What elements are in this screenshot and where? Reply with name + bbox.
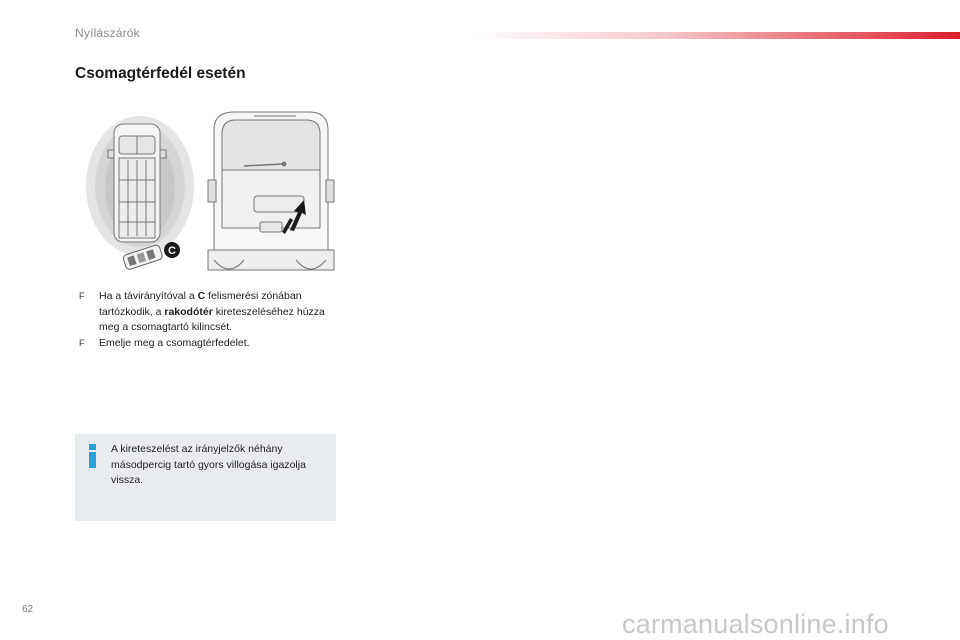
van-top-view-icon [108,124,166,242]
instruction-step [79,289,341,336]
step-text: felismerési zónában tartózkodik, a [99,290,302,318]
tailgate-unlock-illustration [84,110,336,282]
step-bullet-icon: F [79,291,85,301]
step-text: Ha a távirányítóval a [99,290,198,302]
zone-marker-c [164,242,180,258]
van-rear-view-icon [208,112,334,270]
instruction-list [79,289,341,351]
zone-reference: C [197,290,206,302]
page-title: Csomagtérfedél esetén [75,65,246,82]
step-bullet-icon: F [79,337,85,348]
step-text: Emelje meg a csomagtérfedelet. [99,336,250,349]
svg-text:C: C [168,245,176,257]
page-number: 62 [22,604,34,615]
info-text: A kireteszelést az irányjelzők néhány másodpercig tartó gyors villogása igazolja vissza. [111,443,306,486]
section-header: Nyílászárók [75,26,140,40]
step-text: kireteszeléséhez húzza meg a csomagtartó kilincsét. [99,305,325,333]
info-icon [88,444,97,468]
cargo-area-term: rakodótér [164,305,213,318]
watermark: carmanualsonline.info [622,609,889,639]
info-box [75,434,336,521]
header-rule [470,32,960,39]
instruction-step [79,336,341,352]
